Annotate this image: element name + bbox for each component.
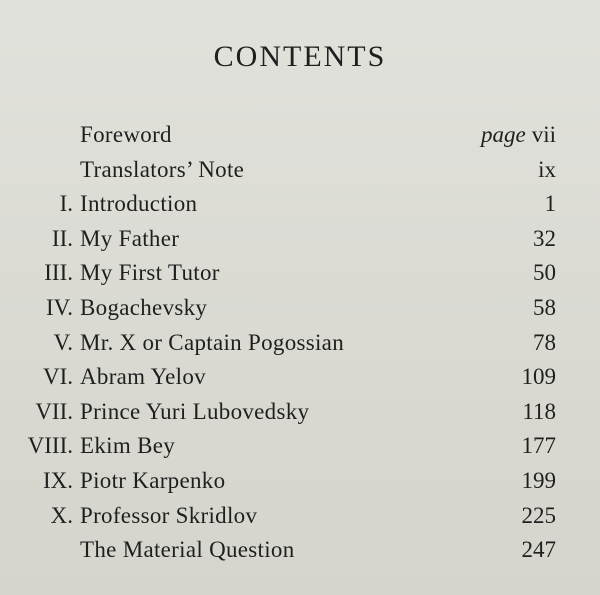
toc-entry xyxy=(0,326,600,361)
toc-entry xyxy=(0,291,600,326)
chapter-title: Introduction xyxy=(80,191,198,217)
chapter-number: IX. xyxy=(42,467,73,493)
toc-entry xyxy=(0,533,600,568)
chapter-number: VII. xyxy=(35,398,73,424)
page-number: 118 xyxy=(522,398,556,424)
chapter-title: Bogachevsky xyxy=(80,294,208,320)
toc-entry xyxy=(0,429,600,464)
chapter-number: I. xyxy=(59,191,73,217)
toc-entry xyxy=(0,153,600,188)
chapter-number: III. xyxy=(44,260,73,286)
chapter-title: Professor Skridlov xyxy=(80,502,258,528)
chapter-number: V. xyxy=(53,329,73,355)
chapter-title: My First Tutor xyxy=(80,260,220,286)
page-number: 58 xyxy=(533,294,556,320)
page-number: 247 xyxy=(521,537,556,563)
toc-entry xyxy=(0,118,600,153)
chapter-title: Foreword xyxy=(80,122,172,147)
chapter-number: VI. xyxy=(42,364,73,390)
toc-entry xyxy=(0,222,600,257)
chapter-number: IV. xyxy=(45,294,73,320)
page-number: 1 xyxy=(544,191,556,217)
page-number: 225 xyxy=(521,502,556,528)
page-number: 177 xyxy=(521,433,556,459)
toc-entry xyxy=(0,187,600,222)
page-number: 32 xyxy=(533,225,556,251)
chapter-title: Ekim Bey xyxy=(80,433,176,459)
chapter-title: The Material Question xyxy=(80,537,295,563)
chapter-title: Translators’ Note xyxy=(80,156,245,182)
page-number: ix xyxy=(538,156,556,182)
table-of-contents xyxy=(0,118,600,568)
toc-entry xyxy=(0,360,600,395)
page-number: vii xyxy=(531,122,556,147)
toc-entry xyxy=(0,464,600,499)
page-number: 199 xyxy=(521,467,556,493)
chapter-number: II. xyxy=(51,225,73,251)
chapter-title: Prince Yuri Lubovedsky xyxy=(80,398,310,424)
toc-entry xyxy=(0,499,600,534)
chapter-title: My Father xyxy=(80,225,180,251)
chapter-title: Abram Yelov xyxy=(80,364,206,390)
page-prefix: page xyxy=(481,122,526,147)
chapter-title: Mr. X or Captain Pogossian xyxy=(80,329,344,355)
page-number: 50 xyxy=(533,260,556,286)
chapter-title: Piotr Karpenko xyxy=(80,467,226,493)
contents-heading: CONTENTS xyxy=(213,40,387,73)
chapter-number: X. xyxy=(50,502,73,528)
page-number: 109 xyxy=(521,364,556,390)
page-number: 78 xyxy=(533,329,556,355)
toc-entry xyxy=(0,395,600,430)
page-reference xyxy=(481,118,556,153)
toc-entry xyxy=(0,256,600,291)
chapter-number: VIII. xyxy=(27,433,73,459)
